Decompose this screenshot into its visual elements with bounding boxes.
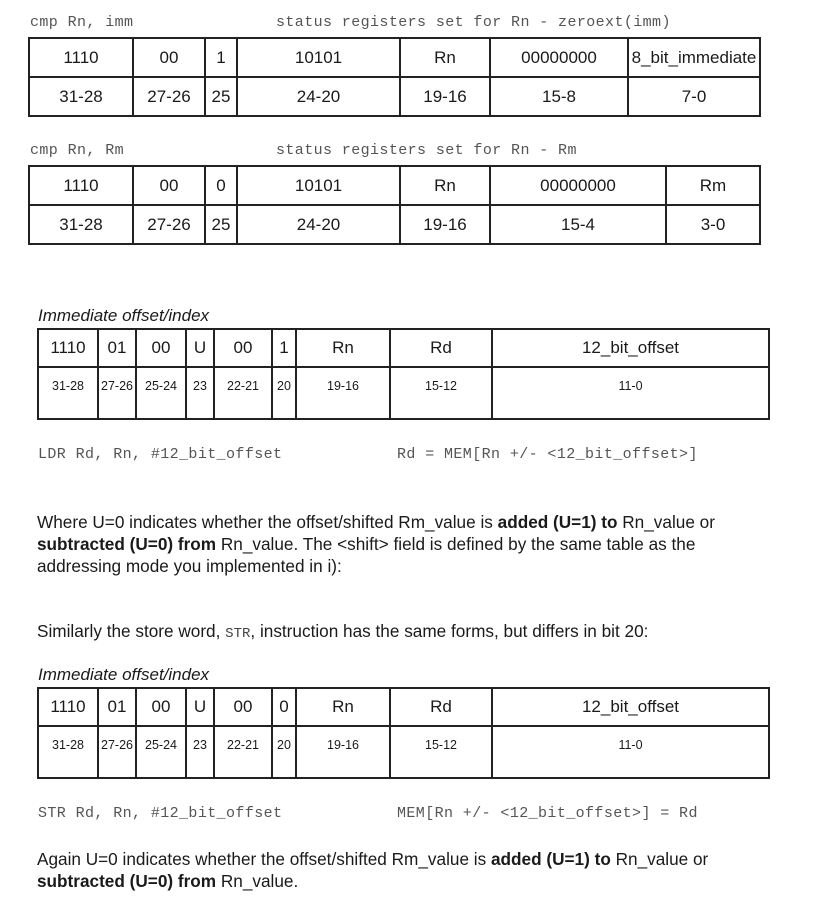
bit-range-cell: 3-0 [666,205,760,244]
field-cell: 1110 [29,38,133,77]
paragraph-text: Similarly the store word, [37,621,226,641]
bit-range-row [29,77,760,116]
bit-range-cell: 20 [272,726,296,778]
field-cell: 00 [136,688,186,726]
bit-range-cell: 20 [272,367,296,419]
bit-range-cell: 19-16 [400,77,490,116]
field-cell: 00 [136,329,186,367]
field-row [38,329,769,367]
bit-range-cell: 24-20 [237,205,400,244]
bit-range-cell: 15-12 [390,367,492,419]
str-section-title: Immediate offset/index [38,665,210,684]
field-cell: Rn [296,329,390,367]
field-cell: 00 [133,38,205,77]
ldr-section-title: Immediate offset/index [38,306,210,325]
str-encoding-table [37,687,770,779]
field-cell: 12_bit_offset [492,329,769,367]
paragraph-text: Rn_value. [216,871,299,891]
paragraph-bold-text: subtracted (U=0) from [37,871,217,891]
cmp-imm-description: status registers set for Rn - zeroext(imm) [276,14,671,31]
bit-range-cell: 27-26 [133,205,205,244]
bit-range-cell: 15-8 [490,77,628,116]
field-cell: 01 [98,688,136,726]
bit-range-cell: 25-24 [136,367,186,419]
field-cell: 00000000 [490,166,666,205]
bit-range-cell: 31-28 [29,77,133,116]
bit-range-cell: 22-21 [214,726,272,778]
bit-range-cell: 23 [186,726,214,778]
bit-range-cell: 22-21 [214,367,272,419]
u-bit-explanation-paragraph [37,511,777,577]
field-cell: 1110 [38,688,98,726]
bit-range-cell: 31-28 [38,367,98,419]
bit-range-cell: 31-28 [38,726,98,778]
cmp-imm-syntax: cmp Rn, imm [30,14,134,31]
bit-range-cell: 19-16 [400,205,490,244]
bit-range-row [38,367,769,419]
paragraph-bold-text: subtracted (U=0) from [37,534,217,554]
cmp-imm-encoding-table [28,37,761,117]
paragraph-text: Again U=0 indicates whether the offset/shifted Rm_value is [37,849,491,869]
field-cell: 1110 [38,329,98,367]
field-cell: 10101 [237,166,400,205]
field-cell: 00 [133,166,205,205]
field-cell: 00000000 [490,38,628,77]
field-cell: Rd [390,688,492,726]
bit-range-cell: 11-0 [492,367,769,419]
ldr-encoding-table [37,328,770,420]
field-cell: 00 [214,329,272,367]
bit-range-cell: 19-16 [296,726,390,778]
field-cell: Rm [666,166,760,205]
bit-range-cell: 23 [186,367,214,419]
field-cell: Rn [400,166,490,205]
bit-range-row [38,726,769,778]
field-cell: 01 [98,329,136,367]
field-row [29,38,760,77]
field-cell: 10101 [237,38,400,77]
paragraph-bold-text: added (U=1) to [497,512,618,532]
field-cell: U [186,688,214,726]
field-cell: U [186,329,214,367]
field-cell: 00 [214,688,272,726]
ldr-syntax: LDR Rd, Rn, #12_bit_offset [38,446,283,463]
bit-range-cell: 27-26 [98,726,136,778]
bit-range-cell: 19-16 [296,367,390,419]
bit-range-cell: 27-26 [98,367,136,419]
field-cell: 12_bit_offset [492,688,769,726]
str-semantics: MEM[Rn +/- <12_bit_offset>] = Rd [397,805,698,822]
cmp-rm-encoding-table [28,165,761,245]
paragraph-text: Rn_value or [610,849,709,869]
paragraph-text: Rn_value. The <shift> field is defined by the same table as the addressing mode you implemented in i): [37,534,696,576]
field-cell: 8_bit_immediate [628,38,760,77]
bit-range-cell: 15-4 [490,205,666,244]
paragraph-text: , instruction has the same forms, but differs in bit 20: [250,621,649,641]
paragraph-bold-text: added (U=1) to [490,849,611,869]
u-bit-again-paragraph [37,848,777,892]
cmp-rm-description: status registers set for Rn - Rm [276,142,577,159]
inline-code: STR [225,626,251,642]
bit-range-row [29,205,760,244]
field-cell: 0 [205,166,237,205]
field-row [29,166,760,205]
store-word-paragraph [37,620,797,645]
bit-range-cell: 27-26 [133,77,205,116]
field-cell: 1110 [29,166,133,205]
bit-range-cell: 15-12 [390,726,492,778]
bit-range-cell: 25 [205,205,237,244]
field-cell: Rd [390,329,492,367]
field-cell: 1 [205,38,237,77]
field-cell: Rn [296,688,390,726]
bit-range-cell: 25 [205,77,237,116]
cmp-rm-syntax: cmp Rn, Rm [30,142,125,159]
bit-range-cell: 11-0 [492,726,769,778]
field-row [38,688,769,726]
paragraph-text: Where U=0 indicates whether the offset/shifted Rm_value is [37,512,498,532]
paragraph-text: Rn_value or [617,512,715,532]
field-cell: Rn [400,38,490,77]
field-cell: 1 [272,329,296,367]
bit-range-cell: 25-24 [136,726,186,778]
field-cell: 0 [272,688,296,726]
str-syntax: STR Rd, Rn, #12_bit_offset [38,805,283,822]
ldr-semantics: Rd = MEM[Rn +/- <12_bit_offset>] [397,446,698,463]
bit-range-cell: 31-28 [29,205,133,244]
bit-range-cell: 7-0 [628,77,760,116]
bit-range-cell: 24-20 [237,77,400,116]
